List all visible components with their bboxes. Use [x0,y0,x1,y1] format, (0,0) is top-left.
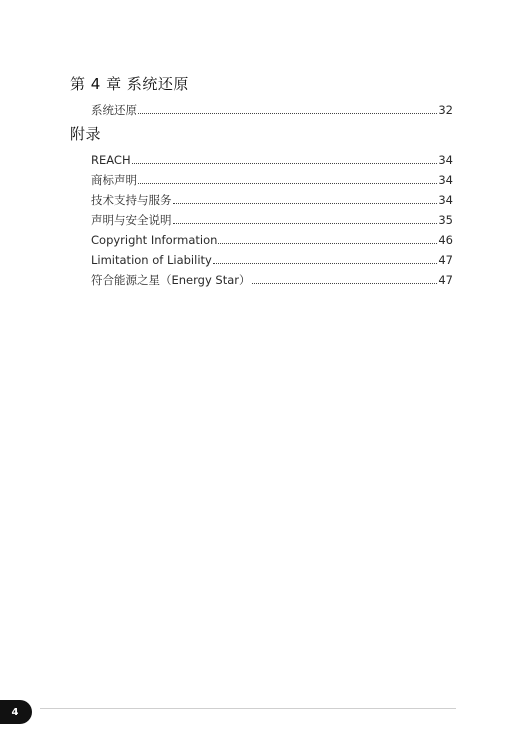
toc-entry-page: 47 [438,273,453,287]
toc-entry-label: Copyright Information [91,233,218,247]
toc-entry-page: 46 [438,233,453,247]
toc-entry-trademark[interactable] [91,167,453,187]
toc-entry-page: 34 [438,153,453,167]
toc-entry-page: 34 [438,193,453,207]
toc-entry-label: Limitation of Liability [91,253,212,267]
page-number-badge [0,700,32,724]
dot-leader [173,202,438,204]
toc-entry-label: 声明与安全说明 [91,213,172,227]
toc-entry-copyright[interactable] [91,227,453,247]
toc-entry-system-restore[interactable] [91,97,453,117]
toc-entry-page: 35 [438,213,453,227]
dot-leader [138,182,437,184]
toc-entry-reach[interactable] [91,147,453,167]
toc-entry-page: 47 [438,253,453,267]
toc-entry-label: 技术支持与服务 [91,193,172,207]
appendix-title: 附录 [70,125,102,143]
chapter-4-toc-list [91,97,453,117]
toc-entry-support[interactable] [91,187,453,207]
toc-entry-page: 32 [438,103,453,117]
dot-leader [173,222,438,224]
dot-leader [218,242,437,244]
toc-entry-safety[interactable] [91,207,453,227]
toc-entry-label: 系统还原 [91,103,137,117]
dot-leader [252,282,438,284]
dot-leader [213,262,438,264]
toc-entry-label: 商标声明 [91,173,137,187]
footer-divider [40,708,456,709]
toc-entry-liability[interactable] [91,247,453,267]
page-number: 4 [11,706,19,718]
toc-entry-label: REACH [91,153,131,167]
toc-entry-label: 符合能源之星（Energy Star） [91,273,251,287]
toc-entry-page: 34 [438,173,453,187]
dot-leader [138,112,437,114]
toc-entry-energy-star[interactable] [91,267,453,287]
dot-leader [132,162,438,164]
appendix-toc-list [91,147,453,287]
chapter-4-title: 第 4 章 系统还原 [70,75,189,93]
